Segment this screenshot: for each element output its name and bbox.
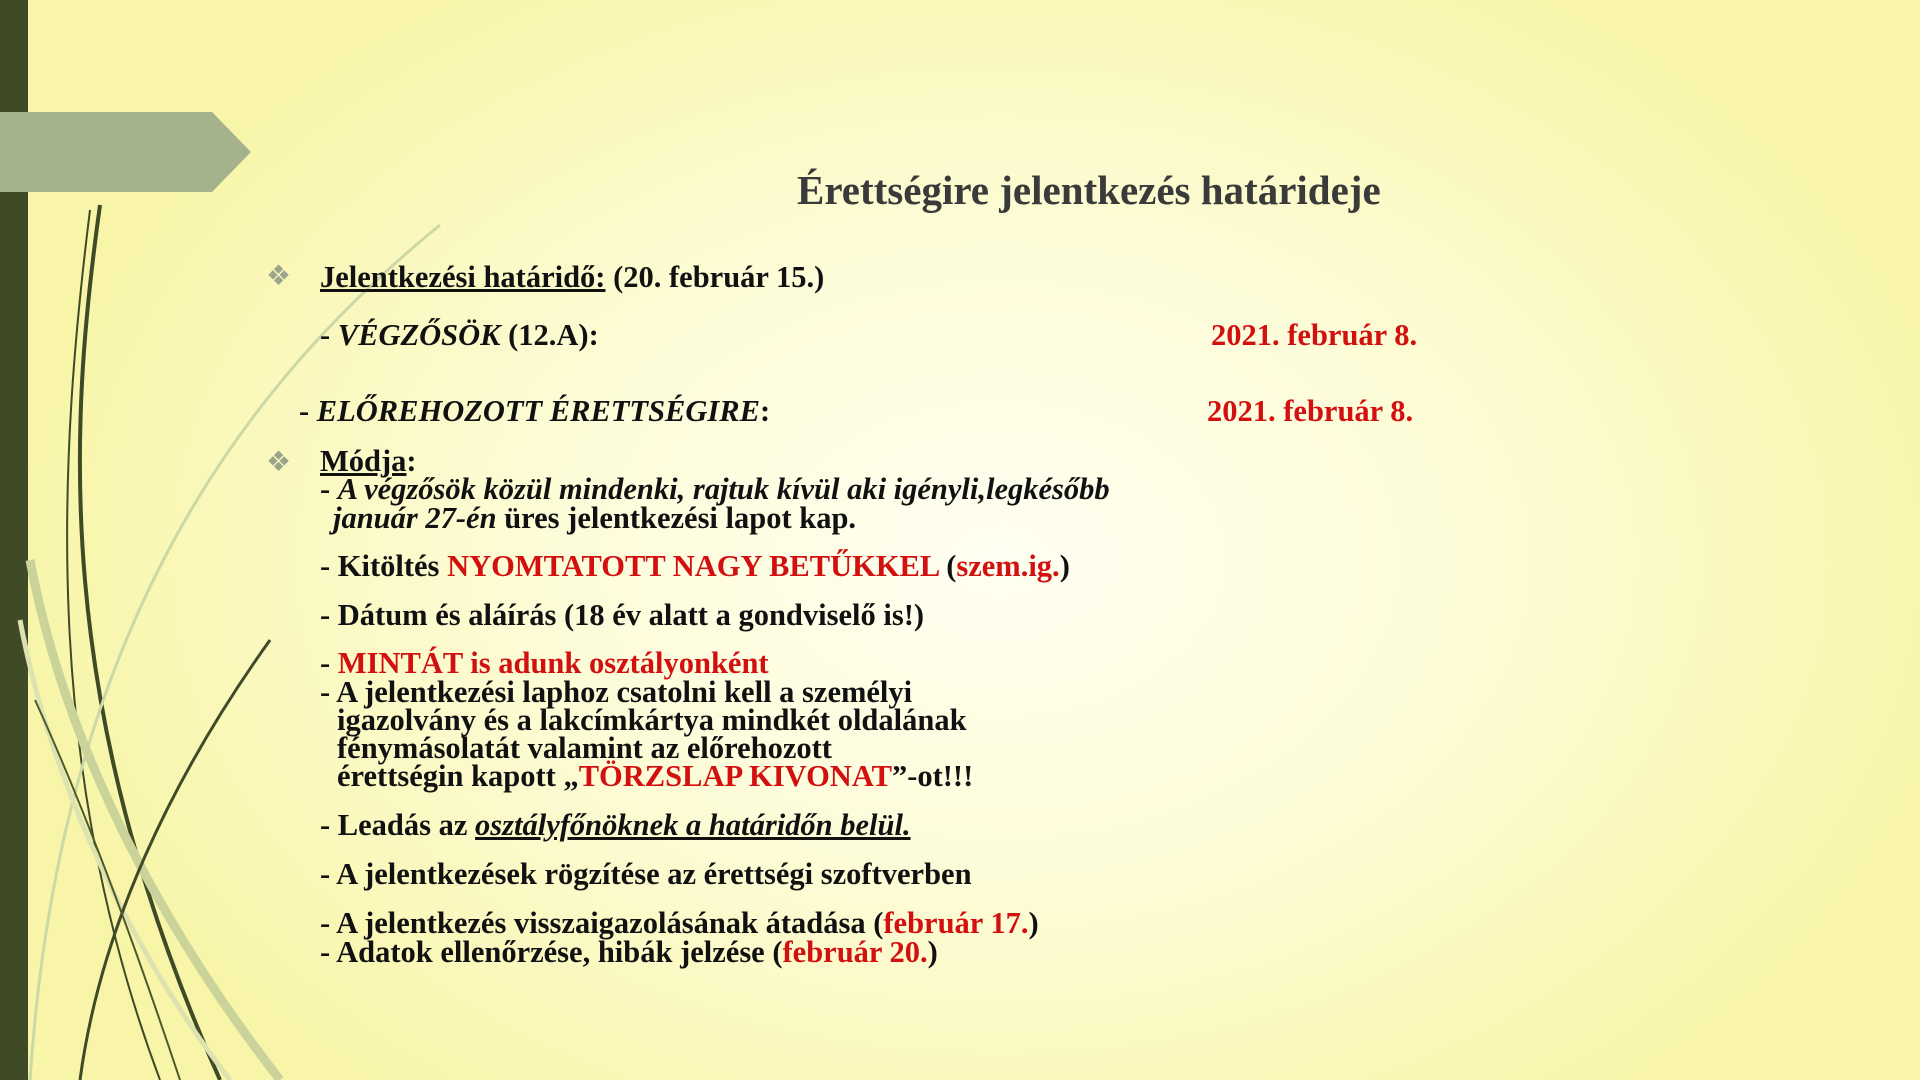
early-exam-line (299, 396, 770, 426)
deadline-heading-line (320, 262, 824, 292)
method-dash: - (320, 472, 338, 506)
graduates-dash: - (320, 318, 338, 352)
submit-prefix: - Leadás az (320, 808, 476, 842)
sign-instruction: - Dátum és aláírás (18 év alatt a gondviselő is!) (320, 598, 925, 632)
attach-line-1: - A jelentkezési laphoz csatolni kell a személyi (320, 675, 913, 709)
graduates-line (320, 320, 599, 350)
submit-instruction (320, 810, 911, 840)
attach-line-3: fénymásolatát valamint az előrehozott (337, 731, 832, 765)
deadline-note: (20. február 15.) (613, 260, 825, 294)
method-date: január 27-én (333, 501, 497, 535)
fill-capitals: NYOMTATOTT NAGY BETŰKKEL (447, 549, 939, 583)
confirm-line (320, 908, 1039, 938)
fill-open: ( (938, 549, 957, 583)
record-instruction: - A jelentkezések rögzítése az érettségi szoftverben (320, 857, 972, 891)
early-colon: : (759, 394, 771, 428)
confirm-prefix: - A jelentkezés visszaigazolásának átadása ( (320, 906, 884, 940)
graduates-date: 2021. február 8. (1211, 318, 1418, 352)
deadline-label: Jelentkezési határidő: (320, 260, 606, 294)
sample-dash: - (320, 646, 338, 680)
fill-instruction (320, 551, 1070, 581)
submit-to-teacher: osztályfőnöknek a határidőn belül. (475, 808, 911, 842)
method-line-1 (320, 474, 1110, 504)
fill-close: ) (1059, 549, 1070, 583)
attach-prefix: érettségin kapott „ (337, 759, 579, 793)
attach-line-2: igazolvány és a lakcímkártya mindkét oldalának (337, 703, 967, 737)
four-diamond-bullet-icon: ❖ (266, 447, 292, 478)
early-dash: - (299, 394, 317, 428)
graduates-class: (12.A): (500, 318, 599, 352)
graduates-label: VÉGZŐSÖK (337, 318, 501, 352)
check-close: ) (927, 935, 938, 969)
check-date: február 20. (782, 935, 928, 969)
confirm-date: február 17. (883, 906, 1029, 940)
attach-line-4 (337, 761, 973, 791)
four-diamond-bullet-icon: ❖ (266, 261, 292, 292)
sample-text: MINTÁT is adunk osztályonként (337, 646, 769, 680)
fill-id-card: szem.ig. (956, 549, 1060, 583)
early-exam-date: 2021. február 8. (1207, 394, 1414, 428)
slide-title: Érettségire jelentkezés határideje (797, 167, 1381, 213)
transcript-extract: TÖRZSLAP KIVONAT (578, 759, 892, 793)
check-prefix: - Adatok ellenőrzése, hibák jelzése ( (320, 935, 783, 969)
fill-prefix: - Kitöltés (320, 549, 448, 583)
pentagon-arrow-tab (0, 112, 251, 192)
method-line-1-text: A végzősök közül mindenki, rajtuk kívül aki igényli,legkésőbb (337, 472, 1110, 506)
check-line (320, 937, 938, 967)
method-line-2-rest: üres jelentkezési lapot kap. (496, 501, 857, 535)
attach-suffix: ”-ot!!! (891, 759, 974, 793)
method-colon: : (406, 444, 417, 478)
sample-note (320, 648, 769, 678)
early-exam-label: ELŐREHOZOTT ÉRETTSÉGIRE (316, 394, 760, 428)
method-line-2 (333, 503, 856, 533)
confirm-close: ) (1028, 906, 1039, 940)
method-label: Módja (320, 444, 407, 478)
